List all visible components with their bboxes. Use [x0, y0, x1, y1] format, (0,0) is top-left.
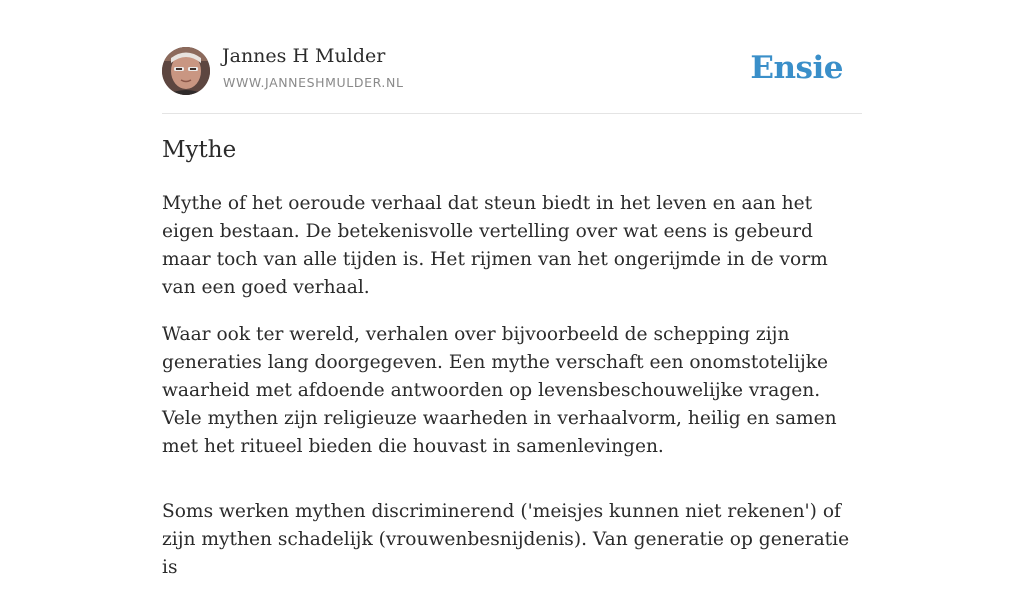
author-name[interactable]: Jannes H Mulder [222, 45, 386, 67]
article-paragraph-1: Mythe of het oeroude verhaal dat steun biedt in het leven en aan het eigen bestaan. De betekenisvolle vertelling over wat eens is gebeurd maar toch van alle tijden is. Het rijmen van het ongerijmde in de vorm van een goed verhaal. [162, 193, 828, 298]
article-paragraph-2: Waar ook ter wereld, verhalen over bijvoorbeeld de schepping zijn generaties lang doorgegeven. Een mythe verschaft een onomstotelijke waarheid met afdoende antwoorden op levensbeschouwelijke vragen. Vele mythen zijn religieuze waarheden in verhaalvorm, heilig en samen met het ritueel bieden die houvast in samenlevingen. [162, 324, 837, 457]
article-title: Mythe [162, 137, 237, 163]
article-paragraph-3: Soms werken mythen discriminerend ('meisjes kunnen niet rekenen') of zijn mythen schadelijk (vrouwenbesnijdenis). Van generatie op generatie is [162, 501, 850, 578]
author-avatar[interactable] [162, 47, 210, 95]
page-container [162, 0, 862, 578]
article-body [162, 190, 862, 601]
ensie-logo[interactable]: Ensie [750, 50, 843, 86]
author-website-link[interactable]: WWW.JANNESHMULDER.NL [223, 75, 404, 90]
author-header [162, 0, 862, 114]
